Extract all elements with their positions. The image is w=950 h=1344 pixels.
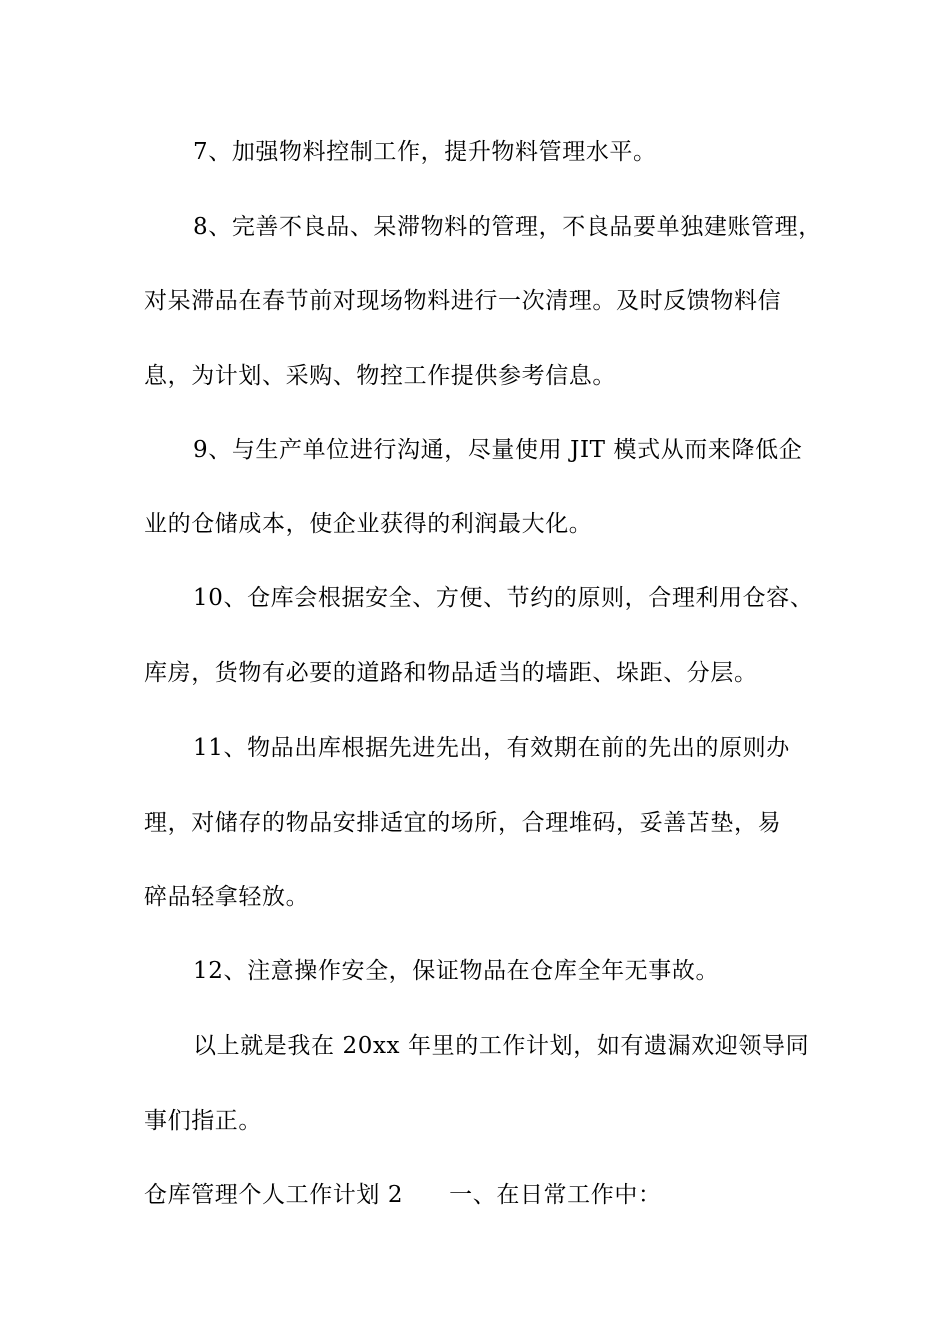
paragraph-line: 12、注意操作安全，保证物品在仓库全年无事故。 (193, 958, 720, 984)
paragraph-line: 碎品轻拿轻放。 (144, 884, 310, 910)
paragraph-line: 息，为计划、采购、物控工作提供参考信息。 (144, 363, 616, 389)
paragraph-line: 对呆滞品在春节前对现场物料进行一次清理。及时反馈物料信 (144, 288, 782, 314)
paragraph-line: 7、加强物料控制工作，提升物料管理水平。 (193, 139, 657, 165)
paragraph-line: 库房，货物有必要的道路和物品适当的墙距、垛距、分层。 (144, 660, 758, 686)
paragraph-line: 8、完善不良品、呆滞物料的管理，不良品要单独建账管理， (193, 214, 822, 240)
section-subtitle: 一、在日常工作中： (449, 1182, 662, 1208)
paragraph-line: 以上就是我在 20xx 年里的工作计划，如有遗漏欢迎领导同 (193, 1033, 810, 1059)
paragraph-line: 10、仓库会根据安全、方便、节约的原则，合理利用仓容、 (193, 585, 814, 611)
section-heading (144, 1180, 824, 1210)
paragraph-line: 11、物品出库根据先进先出，有效期在前的先出的原则办 (193, 735, 790, 761)
paragraph-line: 事们指正。 (144, 1108, 262, 1134)
paragraph-line: 理，对储存的物品安排适宜的场所，合理堆码，妥善苫垫，易 (144, 810, 782, 836)
section-title: 仓库管理个人工作计划 2 (144, 1182, 404, 1208)
paragraph-line: 9、与生产单位进行沟通，尽量使用 JIT 模式从而来降低企 (193, 437, 803, 463)
paragraph-line: 业的仓储成本，使企业获得的利润最大化。 (144, 511, 593, 537)
